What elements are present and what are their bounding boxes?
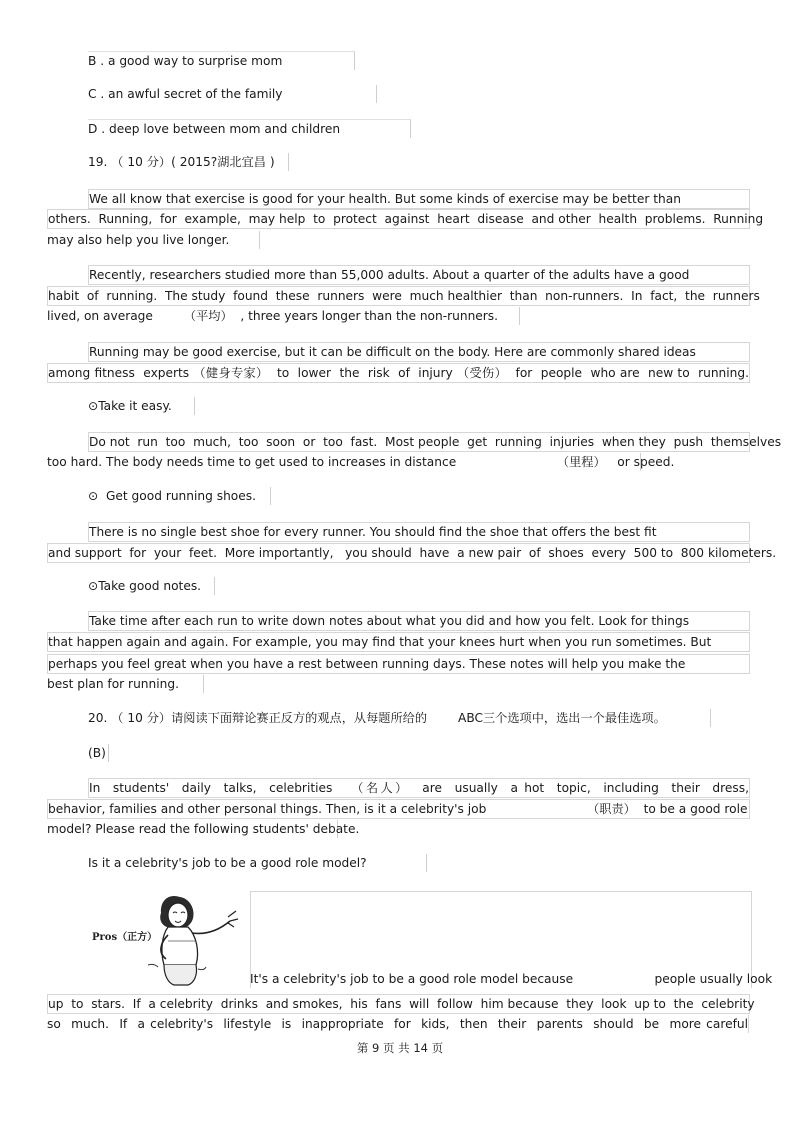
q19-p1-line2: others. Running, for example, may help to protect against heart disease and other health problems. Running	[47, 209, 750, 229]
pros-line1: It's a celebrity's job to be a good role model because people usually look	[250, 972, 773, 986]
q19-p2-line1: Recently, researchers studied more than 55,000 adults. About a quarter of the adults have a good	[88, 265, 750, 285]
q19-p6-line3: perhaps you feel great when you have a rest between running days. These notes will help you make the	[47, 654, 750, 674]
tip-take-notes: ⊙Take good notes.	[88, 577, 215, 595]
q20-p1-line2: behavior, families and other personal things. Then, is it a celebrity's job （职责） to be a good role	[47, 799, 750, 819]
q20-p1-line3: model? Please read the following students' debate.	[47, 822, 360, 836]
tip-take-it-easy: ⊙Take it easy.	[88, 397, 195, 415]
pros-line2: up to stars. If a celebrity drinks and smokes, his fans will follow him because they look up to the celebrity	[47, 994, 750, 1014]
option-d: D . deep love between mom and children	[88, 119, 411, 138]
q20-p1-line1: In students' daily talks, celebrities （名人） are usually a hot topic, including their dress,	[88, 778, 750, 798]
q19-p5-line1: There is no single best shoe for every runner. You should find the shoe that offers the best fit	[88, 522, 750, 542]
pros-student-illustration	[88, 891, 250, 987]
q19-p1-line1: We all know that exercise is good for your health. But some kinds of exercise may be better than	[88, 189, 750, 209]
q19-p6-line4: best plan for running.	[47, 675, 204, 693]
option-c: C . an awful secret of the family	[88, 85, 377, 103]
q19-p2-line3: lived, on average （平均） , three years longer than the non-runners.	[47, 307, 520, 325]
q19-p5-line2: and support for your feet. More importantly, you should have a new pair of shoes every 500 to 800 kilometers.	[47, 543, 750, 563]
q20-part-label: (B)	[88, 744, 109, 762]
q19-p4-line2: too hard. The body needs time to get used to increases in distance （里程） or speed.	[47, 455, 675, 469]
q19-p3-line1: Running may be good exercise, but it can be difficult on the body. Here are commonly shared ideas	[88, 342, 750, 362]
q19-p4-line1: Do not run too much, too soon or too fast. Most people get running injuries when they push themselves	[88, 432, 750, 452]
page-number: 第 9 页 共 14 页	[356, 1041, 444, 1055]
debate-question: Is it a celebrity's job to be a good role model?	[88, 854, 427, 872]
q19-p3-line2: among fitness experts （健身专家） to lower the risk of injury （受伤） for people who are new to running.	[47, 363, 750, 383]
pros-line3: so much. If a celebrity's lifestyle is inappropriate for kids, then their parents should be more careful	[47, 1017, 748, 1031]
question-20-header: 20. （ 10 分）请阅读下面辩论赛正反方的观点，从每题所给的 ABC三个选项中，选出一个最佳选项。	[88, 709, 711, 727]
q19-p6-line2: that happen again and again. For example, you may find that your knees hurt when you run sometimes. But	[47, 632, 750, 652]
q19-p6-line1: Take time after each run to write down notes about what you did and how you felt. Look for things	[88, 611, 750, 631]
option-b: B . a good way to surprise mom	[88, 51, 355, 70]
pros-label: Pros（正方）	[92, 932, 158, 943]
question-19-header: 19. （ 10 分）( 2015?湖北宜昌 )	[88, 153, 289, 171]
tip-running-shoes: ⊙ Get good running shoes.	[88, 487, 271, 505]
q19-p1-line3: may also help you live longer.	[47, 231, 260, 249]
q19-p2-line2: habit of running. The study found these runners were much healthier than non-runners. In fact, the runners	[47, 286, 750, 306]
